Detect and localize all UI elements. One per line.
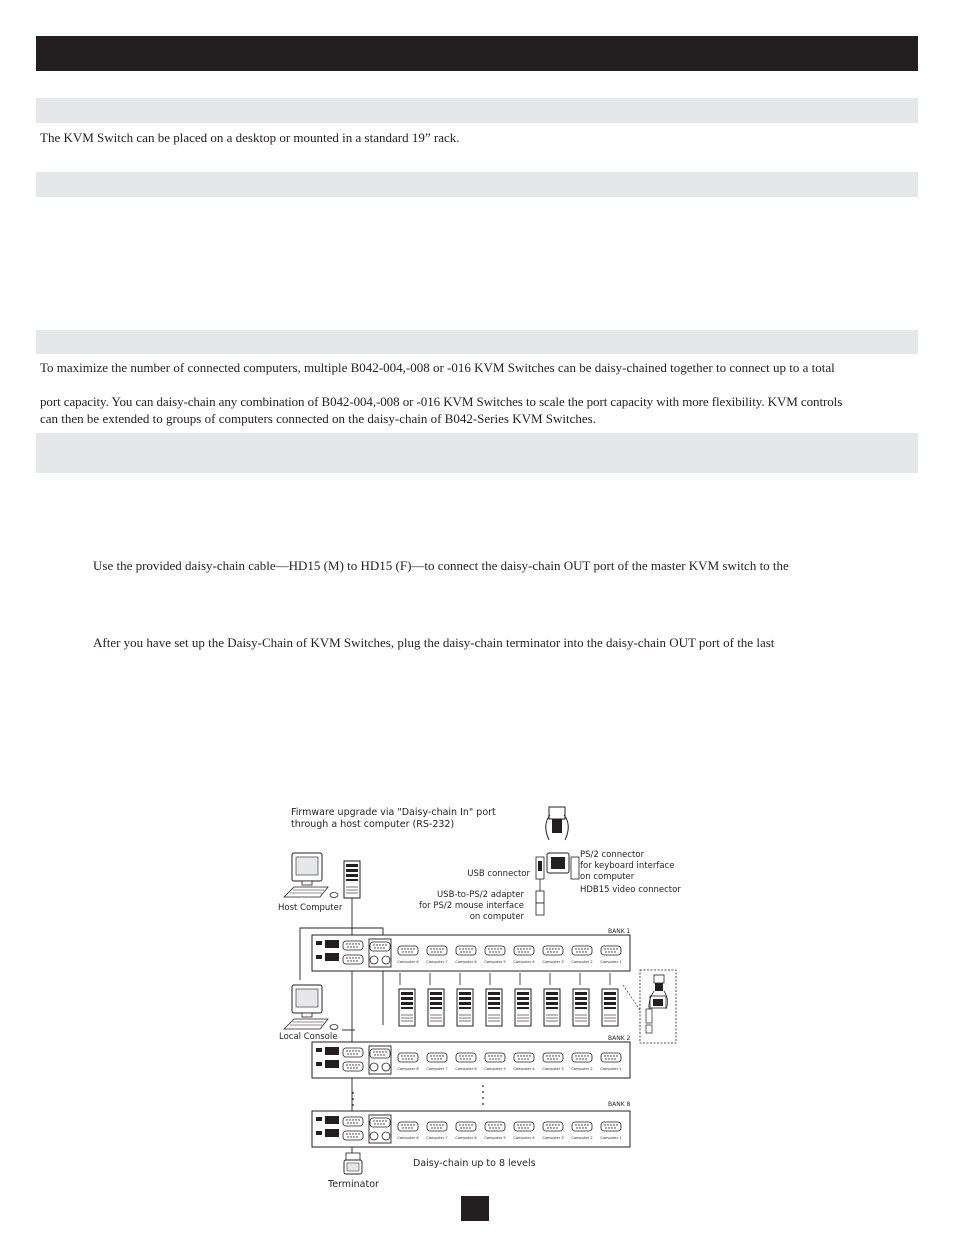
port-connector — [398, 946, 418, 955]
section-header-setup — [36, 433, 918, 473]
port-label: Computer 1 — [600, 960, 622, 964]
page-number-box — [461, 1196, 489, 1221]
section-title-bar — [36, 36, 918, 71]
chain-dots — [352, 1085, 484, 1106]
port-label: Computer 8 — [397, 1136, 419, 1140]
port-connector — [456, 1122, 476, 1131]
port-connector — [456, 946, 476, 955]
connector-cluster — [536, 807, 579, 915]
port-connector — [514, 1122, 534, 1131]
port-label: Computer 7 — [426, 960, 448, 964]
port-connector — [398, 1122, 418, 1131]
port-connector — [572, 1122, 592, 1131]
hdb15-label: HDB15 video connector — [580, 885, 681, 895]
port-label: Computer 3 — [542, 960, 564, 964]
ps2-connector-line-3: on computer — [580, 872, 635, 882]
section-header-daisy-chain — [36, 330, 918, 354]
firmware-note-line-2: through a host computer (RS-232) — [291, 819, 455, 830]
port-label: Computer 8 — [397, 1067, 419, 1071]
port-connector — [601, 1122, 621, 1131]
port-connector — [601, 1053, 621, 1062]
port-label: Computer 1 — [600, 1136, 622, 1140]
port-connector — [514, 946, 534, 955]
host-tower-icon — [344, 861, 360, 898]
port-connector — [398, 1053, 418, 1062]
port-label: Computer 7 — [426, 1067, 448, 1071]
section-header-connection — [36, 172, 918, 197]
daisy-chain-line-1: To maximize the number of connected computers, multiple B042-004,-008 or -016 KVM Switches can be daisy-chained together to connect up to a total — [40, 360, 835, 375]
local-console-icon — [284, 985, 338, 1030]
host-monitor-icon — [284, 853, 338, 898]
port-label: Computer 6 — [455, 960, 477, 964]
port-connector — [514, 1053, 534, 1062]
port-connector — [485, 1122, 505, 1131]
port-label: Computer 7 — [426, 1136, 448, 1140]
port-connector — [485, 946, 505, 955]
port-connector — [601, 946, 621, 955]
port-connector — [427, 946, 447, 955]
port-connector — [572, 946, 592, 955]
port-connector — [456, 1053, 476, 1062]
bank-8-label: BANK 8 — [608, 1101, 631, 1108]
ps2-connector-line-2: for keyboard interface — [580, 861, 675, 871]
daisy-chain-levels-label: Daisy-chain up to 8 levels — [413, 1158, 536, 1169]
port-label: Computer 3 — [542, 1136, 564, 1140]
port-label: Computer 6 — [455, 1067, 477, 1071]
daisy-chain-diagram — [250, 795, 700, 1195]
port-label: Computer 4 — [513, 1067, 535, 1071]
port-connector — [427, 1122, 447, 1131]
port-label: Computer 6 — [455, 1136, 477, 1140]
port-label: Computer 2 — [571, 960, 593, 964]
adapter-callout — [623, 970, 676, 1043]
adapter-line-3: on computer — [469, 912, 524, 922]
step-terminator: After you have set up the Daisy-Chain of KVM Switches, plug the daisy-chain terminator into the daisy-chain OUT port of the last — [93, 635, 775, 650]
daisy-chain-line-3: can then be extended to groups of computers connected on the daisy-chain of B042-Series KVM Switches. — [40, 411, 596, 426]
step-connect-cable: Use the provided daisy-chain cable—HD15 (M) to HD15 (F)—to connect the daisy-chain OUT port of the master KVM switch to the — [93, 558, 789, 573]
terminator-label: Terminator — [328, 1179, 379, 1190]
port-label: Computer 5 — [484, 1067, 506, 1071]
port-label: Computer 4 — [513, 1136, 535, 1140]
port-label: Computer 4 — [513, 960, 535, 964]
local-console-label: Local Console — [279, 1032, 338, 1042]
port-label: Computer 8 — [397, 960, 419, 964]
adapter-line-2: for PS/2 mouse interface — [418, 901, 524, 911]
daisy-chain-line-2: port capacity. You can daisy-chain any combination of B042-004,-008 or -016 KVM Switches to scale the port capacity with more flexibility. KVM controls — [40, 394, 843, 409]
port-connector — [485, 1053, 505, 1062]
ps2-connector-line-1: PS/2 connector — [580, 850, 645, 860]
port-label: Computer 5 — [484, 960, 506, 964]
bank-1-label: BANK 1 — [608, 928, 631, 935]
bank-2-label: BANK 2 — [608, 1035, 631, 1042]
port-label: Computer 2 — [571, 1136, 593, 1140]
port-connector — [427, 1053, 447, 1062]
firmware-note-line-1: Firmware upgrade via "Daisy-chain In" port — [291, 807, 496, 818]
port-connector — [543, 1122, 563, 1131]
port-label: Computer 1 — [600, 1067, 622, 1071]
host-computer-label: Host Computer — [278, 903, 343, 913]
port-connector — [543, 946, 563, 955]
terminator-icon — [344, 1153, 362, 1174]
placement-text: The KVM Switch can be placed on a desktop or mounted in a standard 19” rack. — [40, 130, 460, 145]
port-label: Computer 5 — [484, 1136, 506, 1140]
port-label: Computer 3 — [542, 1067, 564, 1071]
port-connector — [543, 1053, 563, 1062]
port-connector — [572, 1053, 592, 1062]
usb-connector-label: USB connector — [467, 869, 530, 879]
computer-row — [399, 973, 618, 1026]
section-header-placement — [36, 98, 918, 123]
port-label: Computer 2 — [571, 1067, 593, 1071]
adapter-line-1: USB-to-PS/2 adapter — [436, 890, 524, 900]
